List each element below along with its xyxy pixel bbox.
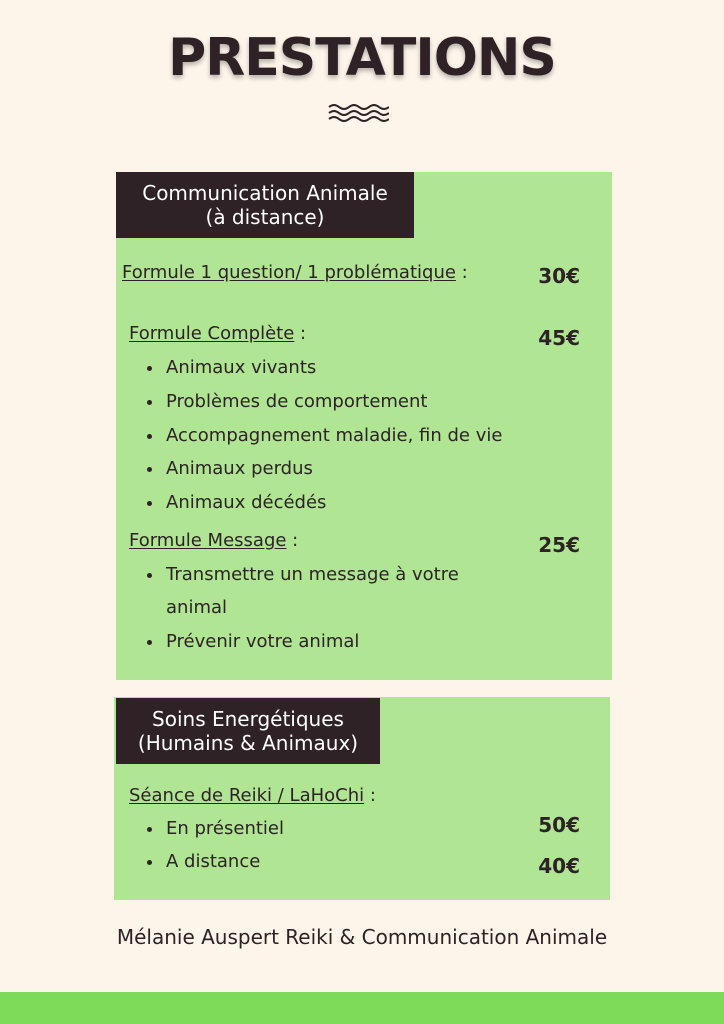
remote-price: 40€ [538, 854, 580, 878]
formula-1-price: 30€ [538, 264, 580, 288]
reiki-session-label: Séance de Reiki / LaHoChi [129, 785, 365, 806]
energy-care-heading-line2: (Humains & Animaux) [137, 731, 359, 755]
list-item: Accompagnement maladie, fin de vie [166, 425, 503, 446]
formula-1-suffix: : [455, 262, 468, 283]
formula-2-price: 45€ [538, 326, 580, 350]
bottom-bar [0, 992, 724, 1024]
list-item: Animaux décédés [166, 492, 327, 513]
reiki-session-row [129, 785, 376, 806]
list-item: En présentiel [166, 818, 285, 839]
list-item: A distance [166, 851, 261, 872]
page-title: PRESTATIONS [168, 28, 556, 88]
energy-care-heading-line1: Soins Energétiques [152, 707, 344, 731]
formula-3-price: 25€ [538, 533, 580, 557]
formula-1-label: Formule 1 question/ 1 problématique [122, 262, 456, 283]
communication-heading-line1: Communication Animale [142, 181, 388, 205]
energy-care-heading [116, 698, 380, 764]
list-item: Transmettre un message à votre [166, 564, 459, 585]
reiki-session-suffix: : [364, 785, 376, 806]
list-item: Prévenir votre animal [166, 631, 360, 652]
formula-1-row [122, 262, 468, 283]
list-item: Animaux vivants [166, 357, 317, 378]
list-item: Problèmes de comportement [166, 391, 428, 412]
list-item-continuation: animal [166, 597, 228, 618]
in-person-price: 50€ [538, 813, 580, 837]
formula-2-label: Formule Complète [129, 323, 295, 344]
wave-divider-icon [327, 103, 389, 123]
formula-2-row [129, 323, 306, 344]
list-item: Animaux perdus [166, 458, 313, 479]
formula-3-label: Formule Message [129, 530, 287, 551]
formula-3-suffix: : [286, 530, 299, 551]
formula-3-row [129, 530, 298, 551]
formula-2-suffix: : [294, 323, 307, 344]
footer-signature: Mélanie Auspert Reiki & Communication Animale [116, 925, 608, 949]
communication-heading [116, 172, 414, 238]
communication-heading-line2: (à distance) [205, 205, 325, 229]
